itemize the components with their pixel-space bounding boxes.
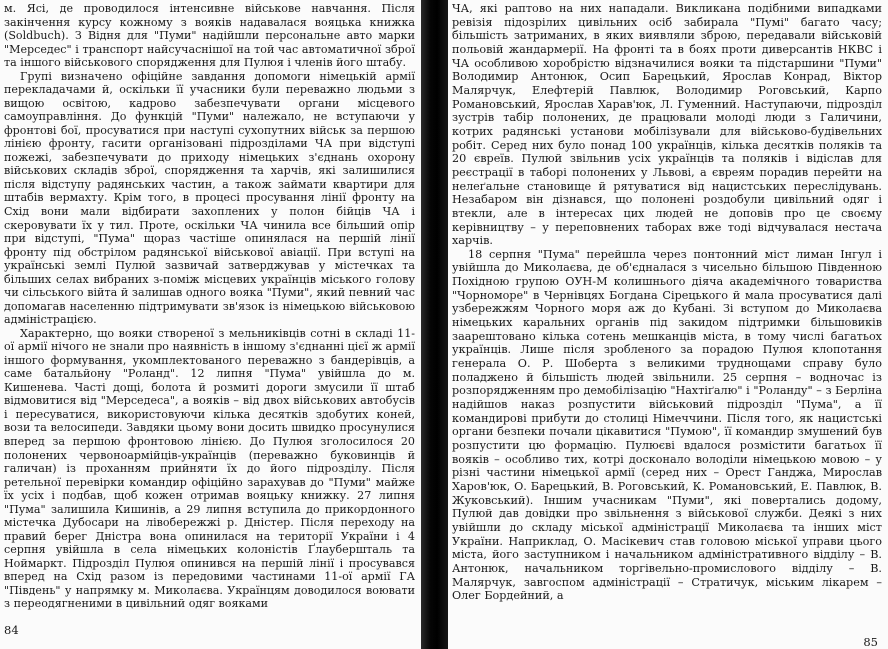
left-page-text (4, 2, 415, 611)
right-page-text (452, 2, 882, 603)
paragraph: Характерно, що вояки створеної з мельниківців сотні в складі 11-ої армії нічого не знали про наявність в іншому з'єднанні цієї ж армії іншого формування, укомплектованого переважно з бандерівців, а саме батальйону "Роланд". 12 липня "Пума" увійшла до м. Кишенева. Часті дощі, болота й розмиті дороги змусили її штаб відмовитися від "Мерседеса", а вояків – від двох військових автобусів і пересуватися, використовуючи кілька десятків здобутих коней, вози та велосипеди. Завдяки цьому вони досить швидко просунулися вперед за першою фронтовою лінією. До Пулюя зголосилося 20 полонених червоноармійців-українців (переважно буковинців й галичан) із проханням прийняти їх до його підрозділу. Після ретельної перевірки командир офіційно зарахував до "Пуми" майже їх усіх і подбав, щоб кожен отримав вояцьку книжку. 27 липня "Пума" залишила Кишинів, а 29 липня вступила до прикордонного містечка Дубосари на лівобережжі р. Дністер. Після переходу на правий берег Дністра вона опинилася на території України і 4 серпня увійшла в села німецьких колоністів Ґлаубершталь та Ноймаркт. Підрозділ Пулюя опинився на першій лінії і просувався вперед на Схід разом із передовими частинами 11-ої армії ГА "Південь" у напрямку м. Миколаєва. Українцям доводилося воювати з переодягненими в цивільний одяг вояками (4, 326, 415, 611)
book-gutter (421, 0, 448, 649)
page-number-left: 84 (4, 623, 19, 637)
page-number-right: 85 (863, 635, 878, 649)
paragraph: ЧА, які раптово на них нападали. Викликана подібними випадками ревізія підозрілих цивільних осіб забирала "Пумі" багато часу; більшість затриманих, в яких виявляли зброю, передавали військовій польовій жандармерії. На фронті та в боях проти диверсантів НКВС і ЧА особливою хоробрістю відзначилися вояки та підстаршини "Пуми" Володимир Антонюк, Осип Барецький, Ярослав Конрад, Віктор Малярчук, Елефтерій Павлюк, Володимир Роговський, Карпо Романовський, Ярослав Харав'юк, Л. Гуменний. Наступаючи, підрозділ зустрів табір полонених, де працювали молоді люди з Галичини, котрих радянські установи мобілізували для військово-будівельних робіт. Серед них було понад 100 українців, кілька десятків поляків та 20 євреїв. Пулюй звільнив усіх українців та поляків і відіслав для реєстрації в таборі полонених у Львові, а євреям порадив перейти на нелеґальне становище й рятуватися від нацистських переслідувань. Незабаром він дізнався, що полонені роздобули цивільний одяг і втекли, але в інтересах цих людей не доповів про це своєму керівництву – у переповнених таборах вже тоді відчувалася нестача харчів. (452, 2, 882, 248)
paragraph: 18 серпня "Пума" перейшла через понтонний міст лиман Інгул і увійшла до Миколаєва, де об'єдналася з чисельно більшою Південною Похідною групою ОУН-М колишнього діяча академічного товариства "Чорноморе" в Чернівцях Богдана Сірецького й мала просуватися далі узбережжям Чорного моря аж до Кубані. Зі вступом до Миколаєва німецьких каральних органів під закидом підтримки більшовиків заарештовано кілька сотень мешканців міста, в тому числі багатьох українців. Лише після зробленого за порадою Пулюя клопотання генерала О. Р. Шоберта з великими труднощами справу було поладжено й більшість людей звільнили. 25 серпня – водночас із розпорядженням про демобілізацію "Нахтіґалю" і "Роланду" – з Берліна надійшов наказ розпустити військовий підрозділ "Пума", а її командирові прибути до столиці Німеччини. Після того, як нацистські органи безпеки почали цікавитися "Пумою", її командир змушений був розпустити цю формацію. Пулюєві вдалося розмістити багатьох її вояків – особливо тих, котрі досконало володіли німецькою мовою – у різні частини німецької армії (серед них – Орест Ганджа, Мирослав Харов'юк, О. Барецький, В. Роговський, К. Романовський, Е. Павлюк, В. Жуковський). Іншим учасникам "Пуми", які повертались додому, Пулюй дав довідки про звільнення з військової служби. Деякі з них увійшли до складу міської адміністрації Миколаєва та інших міст України. Наприклад, О. Масікевич став головою міської управи цього міста, його заступником і начальником адміністративного відділу – В. Антонюк, начальником торгівельно-промислового відділу – В. Малярчук, завгоспом адміністрації – Стратичук, міським лікарем – Олег Бордейний, а (452, 247, 882, 603)
left-page (0, 0, 421, 649)
paragraph: м. Ясі, де проводилося інтенсивне військове навчання. Після закінчення курсу кожному з вояків надавалася вояцька книжка (Soldbuch). З Відня для "Пуми" надійшли персональне авто марки "Мерседес" і транспорт найсучаснішої на той час автоматичної зброї та іншого військового спорядження для Пулюя і членів його штабу. (4, 2, 415, 70)
right-page (448, 0, 888, 649)
paragraph: Групі визначено офіційне завдання допомоги німецькій армії перекладачами й, оскільки її учасники були переважно людьми з вищою освітою, кадрово забезпечувати органи місцевого самоуправління. До функцій "Пуми" належало, не вступаючи у фронтові бої, просуватися при наступі сухопутних військ за першою лінією фронту, гасити організовані підрозділами ЧА при відступі пожежі, забезпечувати до приходу німецьких з'єднань охорону військових складів зброї, спорядження та харчів, які залишилися після відступу радянських частин, а також займати квартири для штабів вермахту. Крім того, в процесі просування лінії фронту на Схід вони мали відбирати захоплених у полон бійців ЧА і скеровувати їх у тил. Проте, оскільки ЧА чинила все більший опір при відступі, "Пума" щораз частіше опинялася на першій лінії фронту під обстрілом радянської військової авіації. При вступі на українські землі Пулюй зазвичай затверджував у містечках та більших селах вибраних з-поміж місцевих українців міського голову чи сільського війта й залишав одного вояка "Пуми", який певний час допомагав населенню підтримувати зв'язок із німецькою військовою адміністрацією. (4, 69, 415, 327)
